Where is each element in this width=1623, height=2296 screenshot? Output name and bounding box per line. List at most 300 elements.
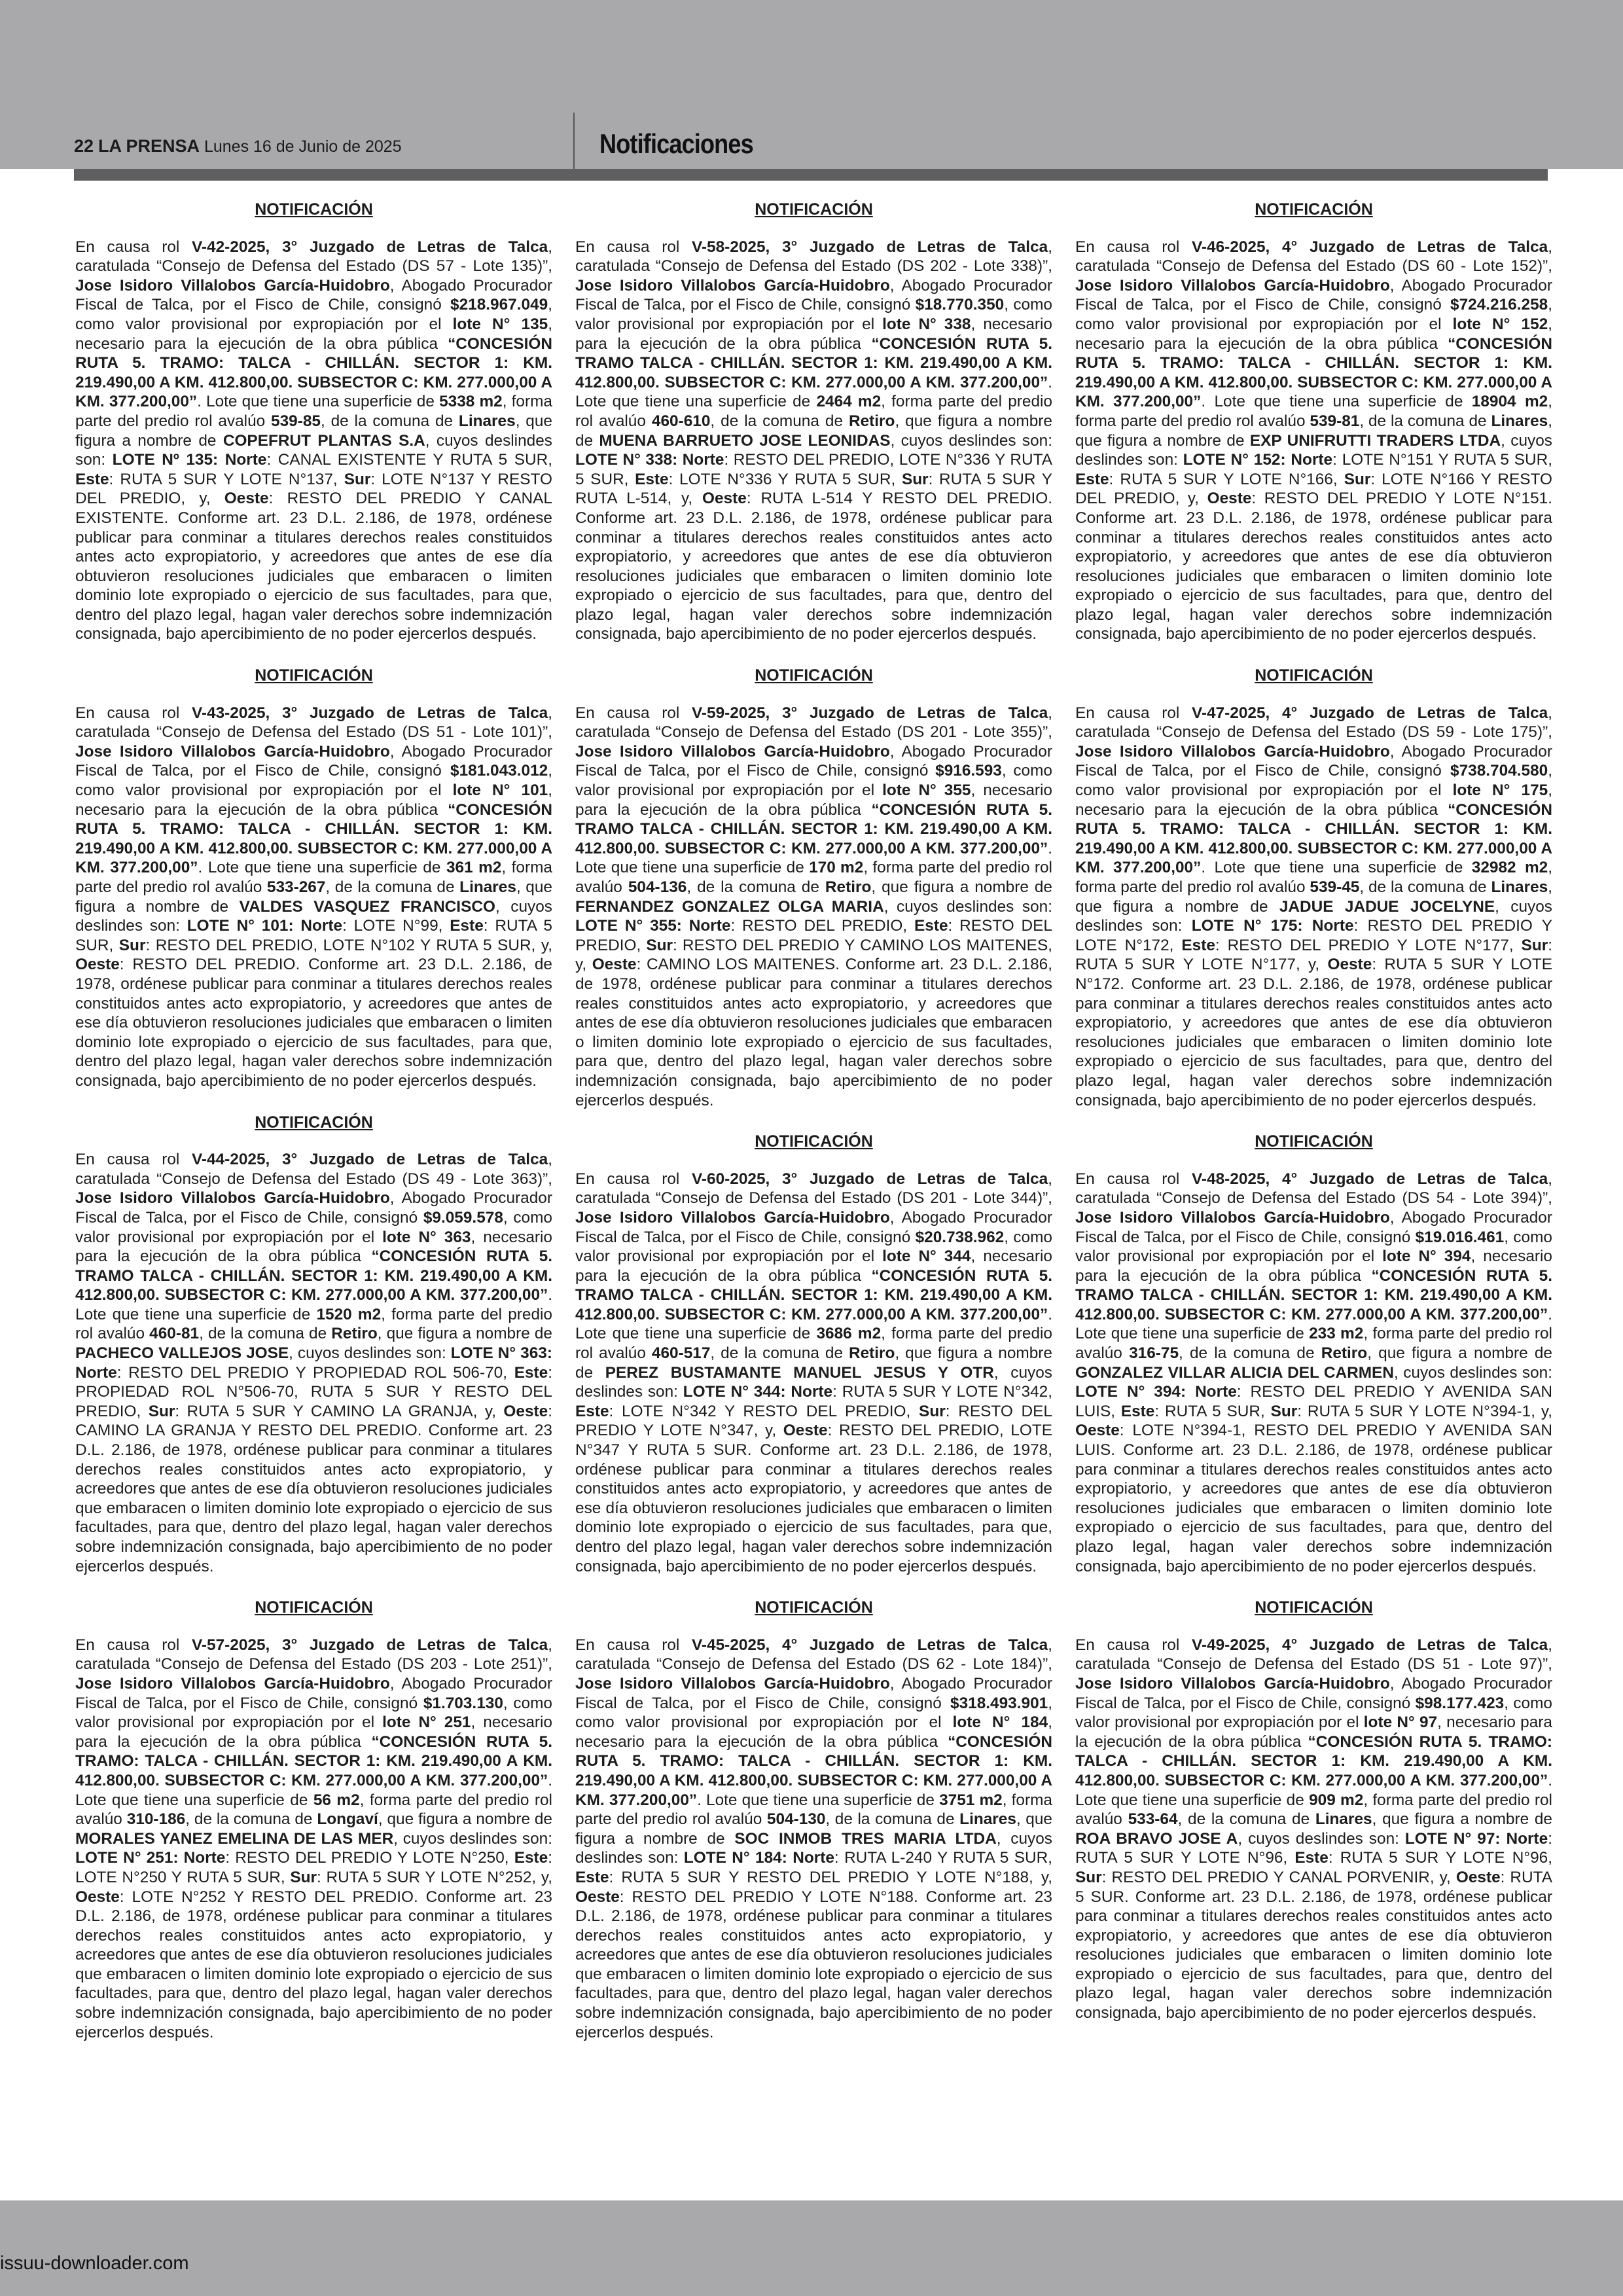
notice-text: , de la comuna de [710, 412, 849, 430]
notice-text-bold: “CONCESIÓN RUTA 5. TRAMO: TALCA - CHILLÁN. SECTOR 1: KM. 219.490,00 A KM. 412.800,00. SUBSECTOR C: KM. 277.000,00 A KM. 377.200,00” [75, 800, 552, 877]
notice-text-bold: Este [575, 1868, 609, 1886]
notice-text: , que figura a nombre de [1372, 1810, 1552, 1829]
notice-text-bold: Jose Isidoro Villalobos García-Huidobro [75, 1189, 390, 1208]
notice-text-bold: Este [514, 1363, 548, 1382]
notice-text-bold: $738.704.580 [1450, 762, 1548, 780]
notice-text-bold: lote N° 363 [382, 1228, 471, 1246]
notice-text-bold: Sur [1344, 470, 1371, 488]
notice-text: , Abogado Procurador Fiscal de Talca, por el Fisco de Chile, consignó [75, 1674, 552, 1712]
notice-text-bold: “CONCESIÓN RUTA 5. TRAMO: TALCA - CHILLÁN. SECTOR 1: KM. 219.490,00 A KM. 412.800,00. SUBSECTOR C: KM. 277.000,00 A KM. 377.200,00” [1075, 800, 1552, 877]
notice-text: : RESTO DEL PREDIO Y LOTE N°151. Conforme art. 23 D.L. 2.186, de 1978, ordénese publicar para conminar a titulares derechos reales constituidos antes acto expropiatorio, y acreedores que antes de ese día obtuvieron resoluciones judiciales que embaracen o limiten dominio lote expropiado o ejercicio de sus facultades, para que, dentro del plazo legal, hagan valer derechos sobre indemnización consignada, bajo apercibimiento de no poder ejercerlos después. [1075, 490, 1552, 643]
notice [75, 1113, 552, 1577]
notice-text-bold: GONZALEZ VILLAR ALICIA DEL CARMEN [1075, 1363, 1394, 1382]
notice-text-bold: Retiro [331, 1325, 378, 1343]
notice-text: . Lote que tiene una superficie de [75, 1771, 552, 1809]
notice-body [1075, 704, 1552, 1110]
notice-body [575, 238, 1052, 644]
notice [75, 1598, 552, 2042]
notice-text-bold: Retiro [825, 878, 872, 896]
notice-text-bold: $181.043.012 [450, 762, 548, 780]
notice-text: , caratulada “Consejo de Defensa del Estado (DS 54 - Lote 394)”, [1075, 1170, 1552, 1208]
notice-text: , Abogado Procurador Fiscal de Talca, por el Fisco de Chile, consignó [1075, 276, 1552, 314]
notice-text: , de la comuna de [687, 878, 825, 896]
notice-text: : RUTA L-514 Y RESTO DEL PREDIO. Conforme art. 23 D.L. 2.186, de 1978, ordénese publicar para conminar a titulares derechos reales constituidos antes acto expropiatorio, y acreedores que antes de ese día obtuvieron resoluciones judiciales que embaracen o limiten dominio lote expropiado o ejercicio de sus facultades, para que, dentro del plazo legal, hagan valer derechos sobre indemnización consignada, bajo apercibimiento de no poder ejercerlos después. [575, 490, 1053, 643]
notice-text-bold: Oeste [1207, 490, 1252, 508]
notice-text: : RESTO DEL PREDIO, [575, 917, 1052, 954]
notice-text: . Lote que tiene una superficie de [1201, 859, 1472, 877]
notice-text: , necesario para la ejecución de la obra pública [1075, 315, 1552, 353]
notice-text-bold: Oeste [575, 1888, 620, 1906]
notice-text: , caratulada “Consejo de Defensa del Estado (DS 57 - Lote 135)”, [75, 238, 552, 276]
notice-text: , cuyos deslindes son: [393, 1829, 552, 1848]
notice-text-bold: Sur [118, 936, 146, 954]
notice-text: : RUTA 5 SUR, [1154, 1402, 1271, 1420]
notice-text-bold: 5338 m2 [439, 393, 503, 411]
notice-text-bold: VALDES VASQUEZ FRANCISCO [239, 897, 495, 916]
notice-text: , necesario para la ejecución de la obra pública [75, 315, 552, 353]
notice-text: , cuyos deslindes son: [289, 1344, 451, 1363]
notice-text: : RESTO DEL PREDIO, LOTE N°102 Y RUTA 5 SUR, y, [145, 936, 552, 954]
notice-text: , cuyos deslindes son: [883, 897, 1052, 916]
notice-text: , forma parte del predio rol avalúo [1075, 1325, 1552, 1363]
notice-text-bold: lote N° 135 [452, 315, 548, 333]
notice-text: , cuyos deslindes son: [1393, 1363, 1552, 1382]
notice-text-bold: Linares [1491, 878, 1548, 896]
header-divider [573, 113, 575, 169]
notice-text-bold: 533-64 [1128, 1810, 1178, 1829]
notice-text: . Lote que tiene una superficie de [575, 1305, 1052, 1343]
notice-text: , forma parte del predio rol avalúo [575, 393, 1052, 430]
notice-text: , Abogado Procurador Fiscal de Talca, por el Fisco de Chile, consignó [575, 276, 1052, 314]
notice-text-bold: SOC INMOB TRES MARIA LTDA [734, 1829, 997, 1848]
notice-body [575, 704, 1052, 1110]
notice-text-bold: Sur [1270, 1402, 1298, 1420]
notice-text-bold: Este [450, 917, 484, 935]
notice-text: : RUTA 5 SUR Y LOTE N°177, y, [1075, 936, 1552, 974]
notice-text: , como valor provisional por expropiación por el [575, 296, 1052, 333]
notice-text-bold: PACHECO VALLEJOS JOSE [75, 1344, 289, 1363]
notice-text-bold: Jose Isidoro Villalobos García-Huidobro [1075, 276, 1390, 295]
notice-text-bold: lote N° 175 [1452, 781, 1548, 800]
notice-text: : RUTA 5 SUR Y RUTA L-514, y, [575, 470, 1052, 508]
notice-text-bold: Sur [901, 470, 929, 488]
notice-text-bold: LOTE N° 355: Norte [575, 917, 731, 935]
notice-text-bold: 460-517 [651, 1344, 711, 1363]
notice-text-bold: Jose Isidoro Villalobos García-Huidobro [1075, 1208, 1390, 1227]
notice [575, 200, 1052, 644]
notice-text: : RESTO DEL PREDIO Y CAMINO LOS MAITENES, y, [575, 936, 1052, 974]
notice-text: , Abogado Procurador Fiscal de Talca, por el Fisco de Chile, consignó [575, 1208, 1052, 1246]
notice-text: : LOTE N°336 Y RUTA 5 SUR, [668, 470, 902, 488]
notice-text: , Abogado Procurador Fiscal de Talca, por el Fisco de Chile, consignó [75, 276, 552, 314]
notice-text: : RESTO DEL PREDIO Y LOTE N°250, [225, 1849, 514, 1867]
notice-text-bold: ROA BRAVO JOSE A [1075, 1829, 1238, 1848]
notice-text-bold: LOTE N° 184: Norte [683, 1849, 834, 1867]
notice-title: NOTIFICACIÓN [1255, 200, 1373, 219]
notice-text-bold: Este [914, 917, 948, 935]
notice-text: . Lote que tiene una superficie de [198, 859, 446, 877]
notice-text-bold: V-59-2025, 3° Juzgado de Letras de Talca [692, 704, 1048, 722]
notice-body [1075, 1170, 1552, 1576]
notice-text-bold: lote N° 344 [882, 1247, 971, 1266]
notice [1075, 200, 1552, 644]
notice-text: , forma parte del predio rol avalúo [575, 859, 1052, 896]
notice-text: , caratulada “Consejo de Defensa del Estado (DS 51 - Lote 101)”, [75, 704, 552, 742]
notice-text: : PROPIEDAD ROL N°506-70, RUTA 5 SUR Y RESTO DEL PREDIO, [75, 1363, 552, 1420]
notice-text: , forma parte del predio rol avalúo [1075, 859, 1552, 896]
notice-text: , como valor provisional por expropiación por el [575, 1694, 1052, 1732]
notice-body [75, 1636, 552, 2042]
notice-text: : LOTE N°250 Y RUTA 5 SUR, [75, 1849, 552, 1886]
notice [575, 666, 1052, 1110]
notice-text-bold: V-57-2025, 3° Juzgado de Letras de Talca [192, 1636, 548, 1654]
notice-text: : LOTE N°137 Y RESTO DEL PREDIO, y, [75, 470, 552, 508]
notice-text: , caratulada “Consejo de Defensa del Estado (DS 60 - Lote 152)”, [1075, 238, 1552, 276]
notice-text: , necesario para la ejecución de la obra pública [575, 781, 1052, 819]
header-rule [74, 169, 1548, 181]
notice-text-bold: 18904 m2 [1471, 393, 1548, 411]
notice-text: : RESTO DEL PREDIO Y CANAL EXISTENTE. Conforme art. 23 D.L. 2.186, de 1978, ordénese publicar para conminar a titulares derechos reales constituidos antes acto expropiatorio, y acreedores que antes de ese día obtuvieron resoluciones judiciales que embaracen o limiten dominio lote expropiado o ejercicio de sus facultades, para que, dentro del plazo legal, hagan valer derechos sobre indemnización consignada, bajo apercibimiento de no poder ejercerlos después. [75, 490, 553, 643]
notice-text-bold: Sur [290, 1868, 317, 1886]
notice-text-bold: LOTE N° 152: Norte [1183, 451, 1333, 469]
notice-text-bold: V-48-2025, 4° Juzgado de Letras de Talca [1192, 1170, 1548, 1188]
notice-body [1075, 1636, 1552, 2023]
notice-text: , que figura a nombre de [871, 878, 1052, 896]
notice-text: , que figura a nombre de [378, 1810, 552, 1829]
notice [1075, 1598, 1552, 2022]
notice-body [75, 704, 552, 1091]
notice-text-bold: 504-136 [628, 878, 687, 896]
notice-title: NOTIFICACIÓN [755, 1132, 873, 1151]
notice-text: , que figura a nombre de [75, 412, 552, 450]
notice-text: , de la comuna de [321, 412, 459, 430]
notice-text: , necesario para la ejecución de la obra pública [575, 1247, 1052, 1285]
notice-text-bold: Este [1294, 1849, 1329, 1867]
notice-text-bold: Retiro [848, 1344, 895, 1363]
notice-text-bold: V-46-2025, 4° Juzgado de Letras de Talca [1192, 238, 1548, 256]
notice-text: En causa rol [1075, 238, 1192, 256]
notice-text: : RUTA 5 SUR Y LOTE N°137, [109, 470, 344, 488]
notice-text: En causa rol [1075, 704, 1192, 722]
notice-body [575, 1170, 1052, 1576]
notice-text: , necesario para la ejecución de la obra pública [1075, 1713, 1552, 1751]
notice-text: , que figura a nombre de [575, 1344, 1052, 1382]
notice-text: : RUTA 5 SUR Y LOTE N°172. Conforme art. 23 D.L. 2.186, de 1978, ordénese publicar para conminar a titulares derechos reales constituidos antes acto expropiatorio, y acreedores que antes de ese día obtuvieron resoluciones judiciales que embaracen o limiten dominio lote expropiado o ejercicio de sus facultades, para que, dentro del plazo legal, hagan valer derechos sobre indemnización consignada, bajo apercibimiento de no poder ejercerlos después. [1075, 956, 1552, 1109]
notice-text-bold: “CONCESIÓN RUTA 5. TRAMO: TALCA - CHILLÁN. SECTOR 1: KM. 219.490,00 A KM. 412.800,00. SUBSECTOR C: KM. 277.000,00 A KM. 377.200,00” [1075, 334, 1552, 411]
notice-text-bold: lote N° 101 [452, 781, 548, 800]
notice-text-bold: Jose Isidoro Villalobos García-Huidobro [575, 1208, 890, 1227]
notice-text-bold: LOTE N° 175: Norte [1191, 917, 1354, 935]
notice-text-bold: Este [1181, 936, 1215, 954]
notice-title: NOTIFICACIÓN [1255, 666, 1373, 685]
bottom-margin [0, 2200, 1623, 2296]
notice-text-bold: Longaví [317, 1810, 378, 1829]
notice-text: , caratulada “Consejo de Defensa del Estado (DS 62 - Lote 184)”, [575, 1636, 1052, 1674]
notice-text: , cuyos deslindes son: [75, 897, 552, 935]
notice-text: , que figura a nombre de [1075, 412, 1552, 450]
notice-text-bold: Este [1075, 470, 1109, 488]
notice-text-bold: Sur [919, 1402, 946, 1420]
notice-text-bold: 170 m2 [809, 859, 864, 877]
notice-text: , de la comuna de [325, 878, 460, 896]
notice-text: , Abogado Procurador Fiscal de Talca, por el Fisco de Chile, consignó [575, 1674, 1052, 1712]
notice-text-bold: V-44-2025, 3° Juzgado de Letras de Talca [192, 1151, 548, 1169]
notice-text: , como valor provisional por expropiación por el [1075, 1694, 1552, 1732]
notice-text: , como valor provisional por expropiación por el [75, 1694, 553, 1732]
notice-text-bold: PEREZ BUSTAMANTE MANUEL JESUS Y OTR [605, 1363, 994, 1382]
notice-text: , Abogado Procurador Fiscal de Talca, por el Fisco de Chile, consignó [75, 742, 552, 780]
notice-text: , forma parte del predio rol avalúo [75, 859, 552, 896]
notice-text-bold: Sur [1521, 936, 1548, 954]
notice-text-bold: FERNANDEZ GONZALEZ OLGA MARIA [575, 897, 884, 916]
notice-text-bold: 539-85 [271, 412, 321, 430]
notice-text: En causa rol [75, 704, 192, 722]
notice-text: . Lote que tiene una superficie de [75, 1286, 552, 1323]
notice-text-bold: Oeste [75, 956, 120, 974]
issue-date: Lunes 16 de Junio de 2025 [204, 137, 402, 156]
notice-text: . Lote que tiene una superficie de [197, 393, 440, 411]
notice-text: , caratulada “Consejo de Defensa del Estado (DS 202 - Lote 338)”, [575, 238, 1052, 276]
notice-text-bold: V-60-2025, 3° Juzgado de Letras de Talca [692, 1170, 1048, 1188]
notice-text-bold: Oeste [224, 490, 269, 508]
notice-text-bold: V-58-2025, 3° Juzgado de Letras de Talca [692, 238, 1048, 256]
notice-text-bold: Este [635, 470, 669, 488]
notice-text-bold: 1520 m2 [316, 1305, 382, 1323]
notice-text-bold: Jose Isidoro Villalobos García-Huidobro [575, 276, 890, 295]
notice-text-bold: LOTE N° 251: Norte [75, 1849, 226, 1867]
notice-text-bold: Sur [344, 470, 371, 488]
notice-text: , de la comuna de [199, 1325, 332, 1343]
notice-text-bold: V-49-2025, 4° Juzgado de Letras de Talca [1192, 1636, 1548, 1654]
notice-text: : LOTE N°342 Y RESTO DEL PREDIO, [609, 1402, 919, 1420]
notice-text: , como valor provisional por expropiación por el [75, 762, 552, 800]
notice-text: : LOTE N°252 Y RESTO DEL PREDIO. Conforme art. 23 D.L. 2.186, de 1978, ordénese publicar para conminar a titulares derechos reales constituidos antes acto expropiatorio, y acreedores que antes de ese día obtuvieron resoluciones judiciales que embaracen o limiten dominio lote expropiado o ejercicio de sus facultades, para que, dentro del plazo legal, hagan valer derechos sobre indemnización consignada, bajo apercibimiento de no poder ejercerlos después. [75, 1888, 552, 2041]
notice-text-bold: “CONCESIÓN RUTA 5. TRAMO: TALCA - CHILLÁN. SECTOR 1: KM. 219.490,00 A KM. 412.800,00. SUBSECTOR C: KM. 277.000,00 A KM. 377.200,00” [575, 1732, 1052, 1809]
notice-text: , forma parte del predio rol avalúo [75, 393, 552, 430]
notice-text-bold: $18.770.350 [915, 296, 1005, 314]
newspaper-name: LA PRENSA [98, 136, 200, 156]
notice-text-bold: 460-81 [149, 1325, 200, 1343]
notice-text-bold: 310-186 [126, 1810, 186, 1829]
notice-text-bold: LOTE N° 338: Norte [575, 451, 724, 469]
notice-title: NOTIFICACIÓN [1255, 1598, 1373, 1617]
notice-text: En causa rol [575, 704, 692, 722]
notice-text-bold: V-47-2025, 4° Juzgado de Letras de Talca [1192, 704, 1548, 722]
notice-text: , necesario para la ejecución de la obra pública [75, 1713, 552, 1751]
notice-text-bold: LOTE N° 363: Norte [75, 1344, 552, 1382]
notice-title: NOTIFICACIÓN [755, 200, 873, 219]
notice-text-bold: Oeste [1075, 1422, 1120, 1440]
notice-text: , que figura a nombre de [377, 1325, 552, 1343]
notice-text: , caratulada “Consejo de Defensa del Estado (DS 59 - Lote 175)”, [1075, 704, 1552, 742]
notice-text: : RUTA 5 SUR Y LOTE N°166, [1109, 470, 1344, 488]
notice-text: : RESTO DEL PREDIO Y PROPIEDAD ROL 506-70, [116, 1363, 514, 1382]
notice [75, 666, 552, 1090]
notice-text: , cuyos deslindes son: [575, 1829, 1052, 1867]
notice-text-bold: Oeste [503, 1402, 548, 1420]
notice-text: , que figura a nombre de [575, 412, 1052, 450]
notice-body [1075, 238, 1552, 644]
notice-text-bold: 3751 m2 [939, 1791, 1003, 1809]
notice-text: , necesario para la ejecución de la obra pública [75, 781, 552, 819]
notice-text-bold: Jose Isidoro Villalobos García-Huidobro [575, 1674, 890, 1693]
notice-text: , necesario para la ejecución de la obra pública [575, 1713, 1052, 1751]
notice-text-bold: $19.016.461 [1415, 1228, 1505, 1246]
notice-text-bold: 539-81 [1310, 412, 1360, 430]
notice-text-bold: lote N° 355 [882, 781, 971, 800]
notice-text: En causa rol [75, 1636, 192, 1654]
notice-text-bold: lote N° 184 [952, 1713, 1048, 1732]
notice-text: , como valor provisional por expropiación por el [1075, 1228, 1552, 1266]
notice-text: : RESTO DEL PREDIO Y LOTE N°347, y, [575, 1402, 1052, 1440]
column-2 [575, 196, 1052, 2064]
notice-text: , forma parte del predio rol avalúo [75, 1305, 552, 1343]
notice-text-bold: lote N° 394 [1382, 1247, 1471, 1266]
notice-text-bold: LOTE N° 101: Norte [187, 917, 343, 935]
notice-title: NOTIFICACIÓN [755, 666, 873, 685]
notice-text: , de la comuna de [1179, 1344, 1321, 1363]
notice-text: : RESTO DEL PREDIO, LOTE N°347 Y RUTA 5 SUR. Conforme art. 23 D.L. 2.186, de 1978, ordénese publicar para conminar a titulares derechos reales constituidos antes acto expropiatorio, y acreedores que antes de ese día obtuvieron resoluciones judiciales que embaracen o limiten dominio lote expropiado o ejercicio de sus facultades, para que, dentro del plazo legal, hagan valer derechos sobre indemnización consignada, bajo apercibimiento de no poder ejercerlos después. [575, 1422, 1053, 1575]
notice-text: En causa rol [575, 1636, 692, 1654]
notice-text-bold: Retiro [1321, 1344, 1368, 1363]
notice-text-bold: $916.593 [935, 762, 1002, 780]
notice-text: , de la comuna de [825, 1810, 960, 1829]
notice-text-bold: 361 m2 [446, 859, 502, 877]
notice-text-bold: Jose Isidoro Villalobos García-Huidobro [575, 742, 890, 761]
notice-text: : RUTA 5 SUR Y CAMINO LA GRANJA, y, [175, 1402, 504, 1420]
notice-text: , necesario para la ejecución de la obra pública [1075, 781, 1552, 819]
notice-text: : LOTE N°166 Y RESTO DEL PREDIO, y, [1075, 470, 1552, 508]
notice-text: : RESTO DEL PREDIO, LOTE N°336 Y RUTA 5 SUR, [575, 451, 1052, 488]
notice-text: , de la comuna de [1359, 878, 1491, 896]
notice-text: : RESTO DEL PREDIO Y LOTE N°177, [1215, 936, 1522, 954]
notice-text-bold: 504-130 [766, 1810, 826, 1829]
notice-text: : RESTO DEL PREDIO Y AVENIDA SAN LUIS, [1075, 1383, 1552, 1420]
notice-text: : RUTA 5 SUR. Conforme art. 23 D.L. 2.186, de 1978, ordénese publicar para conminar a titulares derechos reales constituidos antes acto expropiatorio, y acreedores que antes de ese día obtuvieron resoluciones judiciales que embaracen o limiten dominio lote expropiado o ejercicio de sus facultades, para que, dentro del plazo legal, hagan valer derechos sobre indemnización consignada, bajo apercibimiento de no poder ejercerlos después. [1075, 1868, 1553, 2022]
notice-text: , forma parte del predio rol avalúo [575, 1325, 1052, 1363]
notice-text-bold: lote N° 152 [1452, 315, 1548, 333]
notice-text-bold: 56 m2 [313, 1791, 360, 1809]
notice-text: , de la comuna de [185, 1810, 317, 1829]
notice-text: , como valor provisional por expropiación por el [75, 1208, 553, 1246]
notice-text: , caratulada “Consejo de Defensa del Estado (DS 201 - Lote 355)”, [575, 704, 1052, 742]
notice-text-bold: “CONCESIÓN RUTA 5. TRAMO: TALCA - CHILLÁN. SECTOR 1: KM. 219.490,00 A KM. 412.800,00. SUBSECTOR C: KM. 277.000,00 A KM. 377.200,00” [75, 334, 552, 411]
notice-text: En causa rol [1075, 1636, 1192, 1654]
notice-text-bold: Este [1120, 1402, 1155, 1420]
notice-text-bold: $1.703.130 [423, 1694, 503, 1712]
notice-text-bold: lote N° 338 [882, 315, 971, 333]
notice-text: : RESTO DEL PREDIO. Conforme art. 23 D.L. 2.186, de 1978, ordénese publicar para conminar a titulares derechos reales constituidos antes acto expropiatorio, y acreedores que antes de ese día obtuvieron resoluciones judiciales que embaracen o limiten dominio lote expropiado o ejercicio de sus facultades, para que, dentro del plazo legal, hagan valer derechos sobre indemnización consignada, bajo apercibimiento de no poder ejercerlos después. [75, 956, 552, 1090]
notice-text-bold: Oeste [1455, 1868, 1501, 1886]
notice-text-bold: MORALES YANEZ EMELINA DE LAS MER [75, 1829, 394, 1848]
notice-text-bold: Este [575, 1402, 609, 1420]
notice-text-bold: Oeste [783, 1422, 828, 1440]
notice-text: , cuyos deslindes son: [1238, 1829, 1405, 1848]
notice-text: , como valor provisional por expropiación por el [575, 1228, 1052, 1266]
notice-text: . Lote que tiene una superficie de [575, 373, 1052, 411]
notice-text-bold: Sur [646, 936, 673, 954]
page-header-info [74, 136, 402, 162]
notice [575, 1132, 1052, 1576]
notice-text: , como valor provisional por expropiación por el [75, 296, 552, 333]
notice-text: , Abogado Procurador Fiscal de Talca, por el Fisco de Chile, consignó [75, 1189, 552, 1227]
notice-text-bold: Linares [459, 878, 516, 896]
notice-text-bold: “CONCESIÓN RUTA 5. TRAMO TALCA - CHILLÁN. SECTOR 1: KM. 219.490,00 A KM. 412.800,00. SUBSECTOR C: KM. 277.000,00 A KM. 377.200,00” [575, 334, 1052, 391]
notice-text: , forma parte del predio rol avalúo [75, 1791, 552, 1829]
notice-text: , que figura a nombre de [1075, 878, 1552, 916]
notice-text: : RUTA 5 SUR Y LOTE N°342, [832, 1383, 1052, 1401]
notice-text-bold: Jose Isidoro Villalobos García-Huidobro [75, 276, 390, 295]
notice-text-bold: $318.493.901 [950, 1694, 1048, 1712]
notice-text-bold: 233 m2 [1309, 1325, 1364, 1343]
notice-text: , cuyos deslindes son: [575, 1363, 1052, 1401]
notice-text: , de la comuna de [710, 1344, 849, 1363]
notice-text: . Lote que tiene una superficie de [1075, 1771, 1552, 1809]
notice-text: : CANAL EXISTENTE Y RUTA 5 SUR, [266, 451, 552, 469]
notice-text: , forma parte del predio rol avalúo [575, 1791, 1052, 1829]
notice-text-bold: Jose Isidoro Villalobos García-Huidobro [1075, 742, 1390, 761]
notice-text-bold: Jose Isidoro Villalobos García-Huidobro [75, 1674, 390, 1693]
notice-text: : RUTA 5 SUR Y LOTE N°96, [1328, 1849, 1552, 1867]
notice-text: : RUTA 5 SUR Y RESTO DEL PREDIO Y LOTE N°188, y, [609, 1868, 1052, 1886]
notice-text: , necesario para la ejecución de la obra pública [1075, 1247, 1552, 1285]
notice-text: : RESTO DEL PREDIO Y LOTE N°172, [1075, 917, 1552, 954]
notice-text-bold: Jose Isidoro Villalobos García-Huidobro [75, 742, 390, 761]
notice-text-bold: Jose Isidoro Villalobos García-Huidobro [1075, 1674, 1390, 1693]
notice-text-bold: $724.216.258 [1450, 296, 1548, 314]
notice-text: , Abogado Procurador Fiscal de Talca, por el Fisco de Chile, consignó [575, 742, 1052, 780]
notice-text-bold: 533-267 [266, 878, 326, 896]
notice-text-bold: V-43-2025, 3° Juzgado de Letras de Talca [192, 704, 548, 722]
notice-text: , de la comuna de [1359, 412, 1491, 430]
notice-text-bold: Oeste [75, 1888, 120, 1906]
notice-text-bold: lote N° 97 [1363, 1713, 1438, 1732]
notice-title: NOTIFICACIÓN [1255, 1132, 1373, 1151]
notice [575, 1598, 1052, 2042]
notice-text: . Lote que tiene una superficie de [1201, 393, 1472, 411]
notice-text: , caratulada “Consejo de Defensa del Estado (DS 201 - Lote 344)”, [575, 1170, 1052, 1208]
notice-text: : RUTA 5 SUR Y LOTE N°96, [1075, 1829, 1552, 1867]
notice-text-bold: “CONCESIÓN RUTA 5. TRAMO TALCA - CHILLÁN. SECTOR 1: KM. 219.490,00 A KM. 412.800,00. SUBSECTOR C: KM. 277.000,00 A KM. 377.200,00” [1075, 1266, 1552, 1323]
notice-text-bold: 316-75 [1129, 1344, 1179, 1363]
notice-text-bold: V-45-2025, 4° Juzgado de Letras de Talca [692, 1636, 1048, 1654]
notice-body [575, 1636, 1052, 2042]
notice-text-bold: Retiro [848, 412, 895, 430]
notice-title: NOTIFICACIÓN [255, 200, 373, 219]
notice-text: , caratulada “Consejo de Defensa del Estado (DS 49 - Lote 363)”, [75, 1151, 552, 1188]
notice-text: : RESTO DEL PREDIO Y CANAL PORVENIR, y, [1101, 1868, 1456, 1886]
notice-text-bold: Linares [959, 1810, 1016, 1829]
notice-title: NOTIFICACIÓN [255, 1598, 373, 1617]
notice-text-bold: “CONCESIÓN RUTA 5. TRAMO: TALCA - CHILLÁN. SECTOR 1: KM. 219.490,00 A KM. 412.800,00. SUBSECTOR C: KM. 277.000,00 A KM. 377.200,00” [75, 1732, 552, 1789]
notice [75, 200, 552, 644]
notice-text: . Lote que tiene una superficie de [1075, 1305, 1552, 1343]
notice-text: En causa rol [75, 238, 192, 256]
notice-text-bold: Sur [148, 1402, 175, 1420]
notice-text: : CAMINO LOS MAITENES. Conforme art. 23 D.L. 2.186, de 1978, ordénese publicar para conminar a titulares derechos reales constituidos antes acto expropiatorio, y acreedores que antes de ese día obtuvieron resoluciones judiciales que embaracen o limiten dominio lote expropiado o ejercicio de sus facultades, para que, dentro del plazo legal, hagan valer derechos sobre indemnización consignada, bajo apercibimiento de no poder ejercerlos después. [575, 956, 1052, 1109]
notice-text: , Abogado Procurador Fiscal de Talca, por el Fisco de Chile, consignó [1075, 1674, 1552, 1712]
notice-text-bold: COPEFRUT PLANTAS S.A [223, 431, 425, 450]
notice-text: , como valor provisional por expropiación por el [1075, 296, 1552, 333]
notice-text-bold: lote N° 251 [382, 1713, 471, 1732]
notice-text-bold: Este [514, 1849, 548, 1867]
notice-text-bold: 909 m2 [1309, 1791, 1364, 1809]
notice-text-bold: MUENA BARRUETO JOSE LEONIDAS [599, 431, 891, 450]
notice-body [75, 238, 552, 644]
notice-text-bold: Oeste [1327, 956, 1372, 974]
notice-text: : RUTA 5 SUR Y LOTE N°394-1, y, [1297, 1402, 1552, 1420]
notice-text: , cuyos deslindes son: [75, 431, 552, 469]
